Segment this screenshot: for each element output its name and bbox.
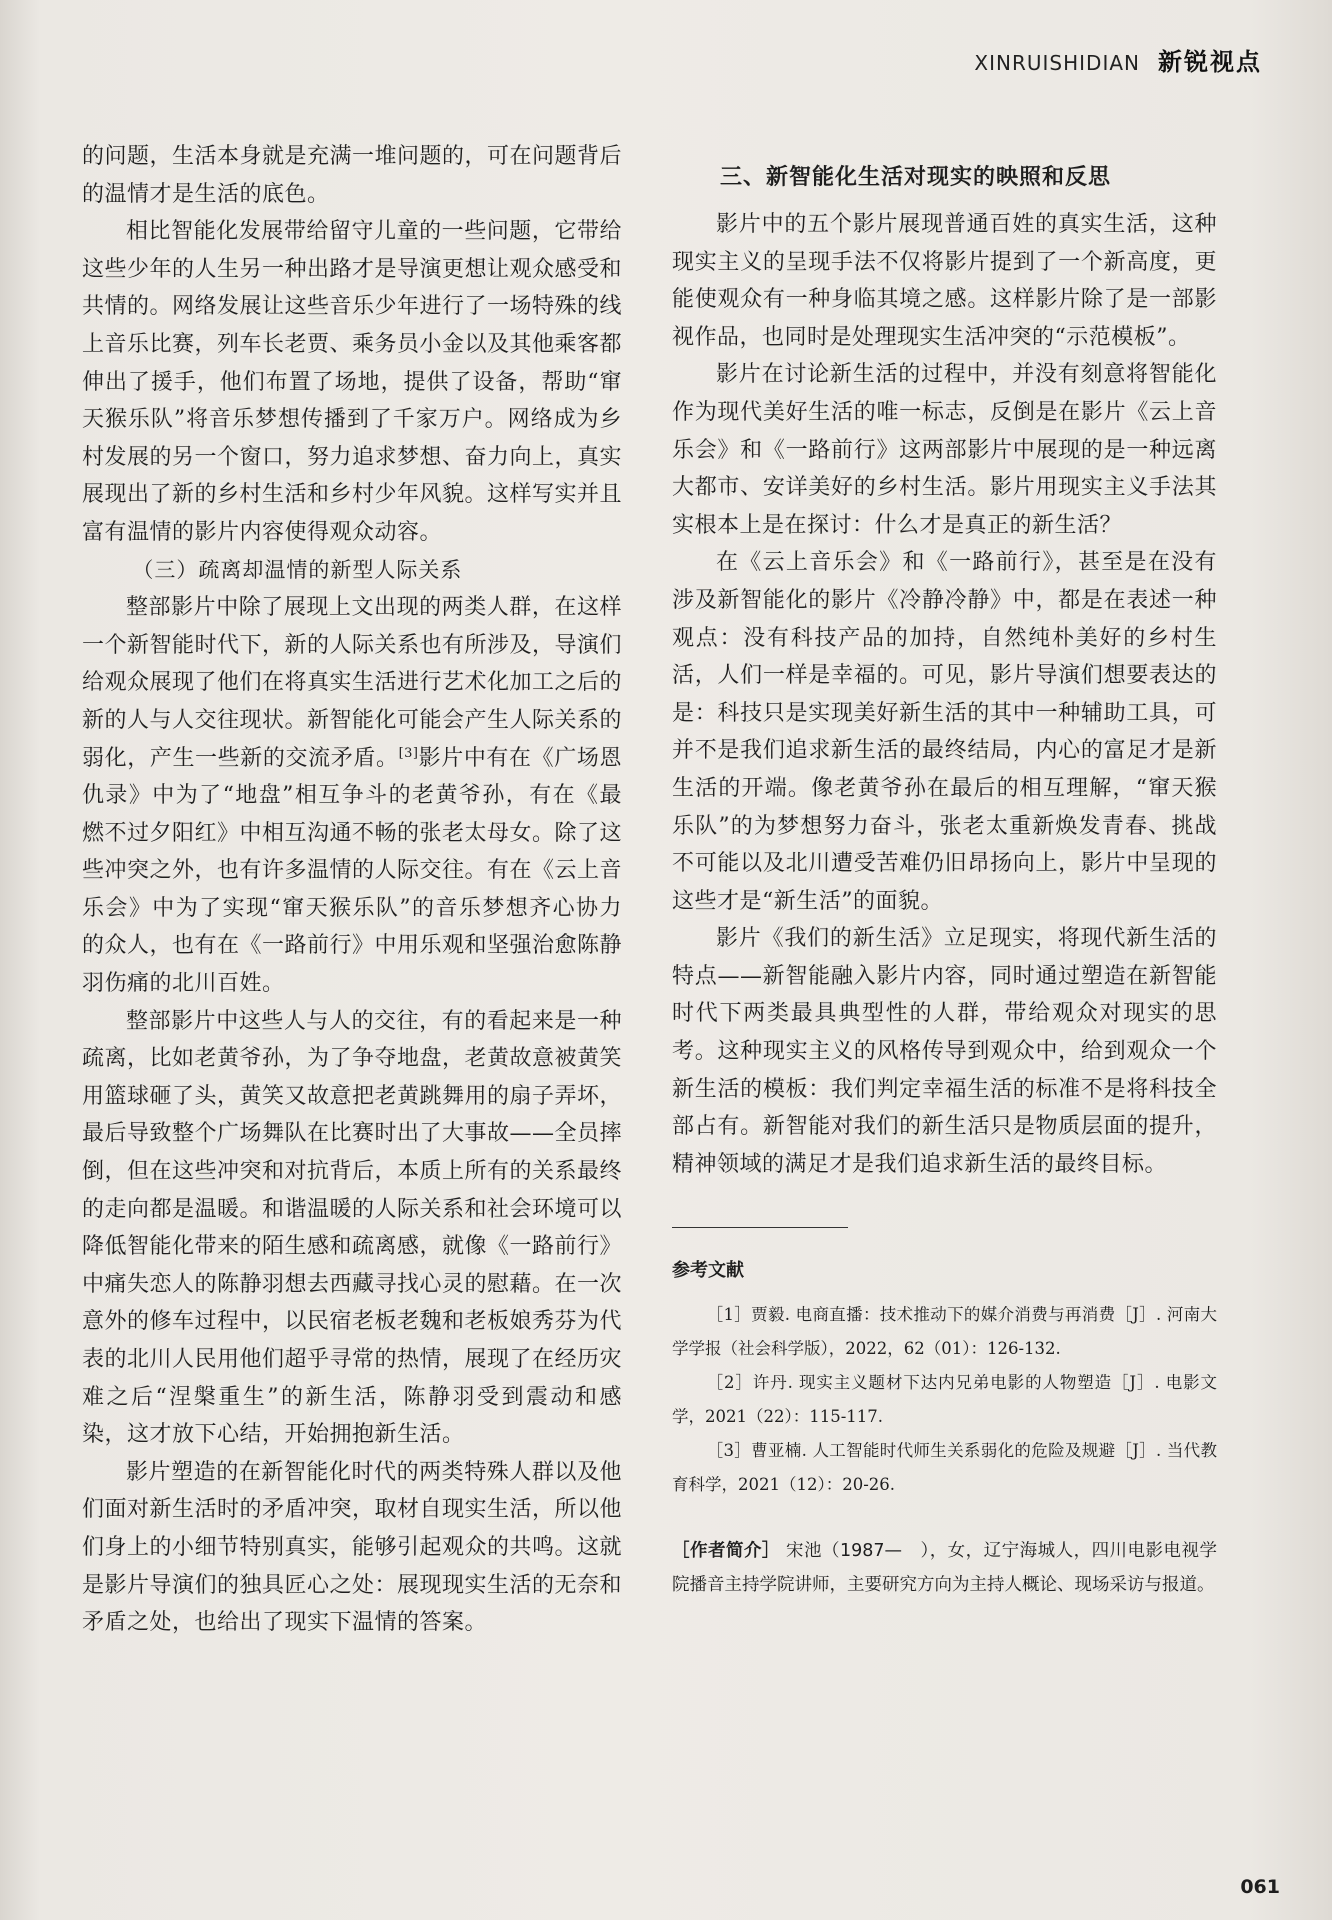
left-paragraph-1: 的问题，生活本身就是充满一堆问题的，可在问题背后的温情才是生活的底色。 — [82, 144, 623, 207]
page-number: 061 — [1240, 1876, 1280, 1898]
journal-header — [974, 42, 1262, 77]
citation-3: [3] — [398, 745, 419, 761]
right-paragraph-1: 影片中的五个影片展现普通百姓的真实生活，这种现实主义的呈现手法不仅将影片提到了一个新高度，更能使观众有一种身临其境之感。这样影片除了是一部影视作品，也同时是处理现实生活冲突的“示范模板”。 — [672, 212, 1217, 350]
left-paragraph-3a: 整部影片中除了展现上文出现的两类人群，在这样一个新智能时代下，新的人际关系也有所涉及，导演们给观众展现了他们在将真实生活进行艺术化加工之后的新的人与人交往现状。新智能化可能会产生人际关系的弱化，产生一些新的交流矛盾。 — [82, 595, 623, 771]
left-paragraph-4: 整部影片中这些人与人的交往，有的看起来是一种疏离，比如老黄爷孙，为了争夺地盘，老黄故意被黄笑用篮球砸了头，黄笑又故意把老黄跳舞用的扇子弄坏，最后导致整个广场舞队在比赛时出了大事故——全员摔倒，但在这些冲突和对抗背后，本质上所有的关系最终的走向都是温暖。和谐温暖的人际关系和社会环境可以降低智能化带来的陌生感和疏离感，就像《一路前行》中痛失恋人的陈静羽想去西藏寻找心灵的慰藉。在一次意外的修车过程中，以民宿老板老魏和老板娘秀芬为代表的北川人民用他们超乎寻常的热情，展现了在经历灾难之后“涅槃重生”的新生活，陈静羽受到震动和感染，这才放下心结，开始拥抱新生活。 — [82, 1008, 623, 1448]
section-heading: 三、新智能化生活对现实的映照和反思 — [720, 165, 1112, 190]
reference-item: ［2］许丹. 现实主义题材下达内兄弟电影的人物塑造［J］. 电影文学，2021（22）：115-117. — [672, 1373, 1217, 1427]
right-paragraph-4: 影片《我们的新生活》立足现实，将现代新生活的特点——新智能融入影片内容，同时通过塑造在新智能时代下两类最具典型性的人群，带给观众对现实的思考。这种现实主义的风格传导到观众中，给到观众一个新生活的模板：我们判定幸福生活的标准不是将科技全部占有。新智能对我们的新生活只是物质层面的提升，精神领域的满足才是我们追求新生活的最终目标。 — [672, 926, 1217, 1177]
left-paragraph-3b: 影片中有在《广场恩仇录》中为了“地盘”相互争斗的老黄爷孙，有在《最燃不过夕阳红》中相互沟通不畅的张老太母女。除了这些冲突之外，也有许多温情的人际交往。有在《云上音乐会》中为了实现“窜天猴乐队”的音乐梦想齐心协力的众人，也有在《一路前行》中用乐观和坚强治愈陈静羽伤痛的北川百姓。 — [82, 745, 623, 997]
author-bio-label: ［作者简介］ — [672, 1541, 780, 1562]
author-bio — [672, 1534, 1217, 1602]
header-cn: 新锐视点 — [1158, 48, 1262, 76]
left-paragraph-3 — [82, 589, 622, 1003]
reference-item: ［1］贾毅. 电商直播：技术推动下的媒介消费与再消费［J］. 河南大学学报（社会科学版），2022，62（01）：126-132. — [672, 1305, 1217, 1359]
left-column — [82, 138, 622, 1642]
left-paragraph-2: 相比智能化发展带给留守儿童的一些问题，它带给这些少年的人生另一种出路才是导演更想让观众感受和共情的。网络发展让这些音乐少年进行了一场特殊的线上音乐比赛，列车长老贾、乘务员小金以及其他乘客都伸出了援手，他们布置了场地，提供了设备，帮助“窜天猴乐队”将音乐梦想传播到了千家万户。网络成为乡村发展的另一个窗口，努力追求梦想、奋力向上，真实展现出了新的乡村生活和乡村少年风貌。这样写实并且富有温情的影片内容使得观众动容。 — [82, 219, 623, 545]
header-en: XINRUISHIDIAN — [974, 51, 1140, 75]
references-divider — [672, 1227, 848, 1228]
reference-item: ［3］曹亚楠. 人工智能时代师生关系弱化的危险及规避［J］. 当代教育科学，2021（12）：20-26. — [672, 1441, 1217, 1495]
author-bio-text: 宋池（1987— ），女，辽宁海城人，四川电影电视学院播音主持学院讲师，主要研究方向为主持人概论、现场采访与报道。 — [672, 1541, 1217, 1596]
right-paragraph-2: 影片在讨论新生活的过程中，并没有刻意将智能化作为现代美好生活的唯一标志，反倒是在影片《云上音乐会》和《一路前行》这两部影片中展现的是一种远离大都市、安详美好的乡村生活。影片用现实主义手法其实根本上是在探讨：什么才是真正的新生活？ — [672, 362, 1217, 538]
references-title: 参考文献 — [672, 1260, 744, 1282]
subsection-heading: （三）疏离却温情的新型人际关系 — [132, 557, 463, 582]
right-paragraph-3: 在《云上音乐会》和《一路前行》，甚至是在没有涉及新智能化的影片《冷静冷静》中，都是在表述一种观点：没有科技产品的加持，自然纯朴美好的乡村生活，人们一样是幸福的。可见，影片导演们想要表达的是：科技只是实现美好新生活的其中一种辅助工具，可并不是我们追求新生活的最终结局，内心的富足才是新生活的开端。像老黄爷孙在最后的相互理解，“窜天猴乐队”的为梦想努力奋斗，张老太重新焕发青春、挑战不可能以及北川遭受苦难仍旧昂扬向上，影片中呈现的这些才是“新生活”的面貌。 — [672, 550, 1217, 914]
right-column — [672, 158, 1217, 1602]
left-paragraph-5: 影片塑造的在新智能化时代的两类特殊人群以及他们面对新生活时的矛盾冲突，取材自现实生活，所以他们身上的小细节特别真实，能够引起观众的共鸣。这就是影片导演们的独具匠心之处：展现现实生活的无奈和矛盾之处，也给出了现实下温情的答案。 — [82, 1459, 623, 1636]
